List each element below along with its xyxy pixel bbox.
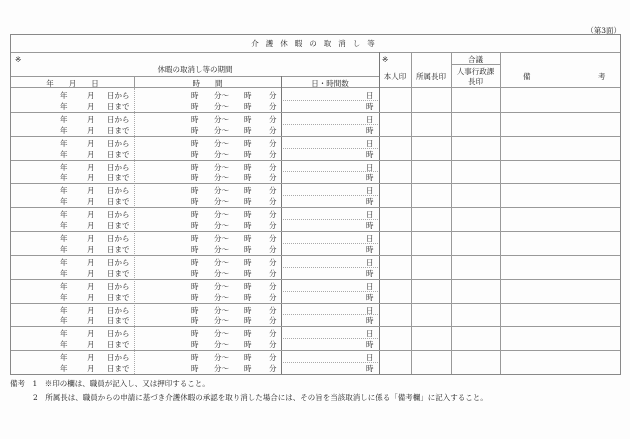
hours-unit: 時 (366, 268, 374, 278)
date-year: 年 (60, 353, 68, 363)
time-minute-end: 分 (269, 268, 277, 278)
date-year: 年 (60, 114, 68, 124)
time-hour-start: 時 (191, 162, 199, 172)
days-hours-separator (283, 243, 378, 244)
date-year: 年 (60, 138, 68, 148)
time-minute-end: 分 (269, 114, 277, 124)
time-hour-start: 時 (191, 197, 199, 207)
date-year: 年 (60, 173, 68, 183)
date-month: 月 (87, 234, 95, 243)
date-day: 日まで (107, 292, 130, 302)
time-hour-end: 時 (244, 353, 252, 363)
time-hour-end: 時 (244, 173, 252, 183)
days-unit: 日 (366, 138, 374, 148)
divider (11, 87, 620, 88)
date-month: 月 (87, 162, 95, 172)
time-hour-end: 時 (244, 268, 252, 278)
hours-unit: 時 (366, 244, 374, 254)
time-hour-start: 時 (191, 138, 199, 148)
time-hour-start: 時 (191, 210, 199, 220)
date-month: 月 (87, 340, 95, 350)
date-month: 月 (87, 91, 95, 100)
days-hours-separator (283, 267, 378, 268)
date-day: 日まで (107, 149, 130, 159)
date-year: 年 (60, 257, 68, 267)
col-hr-seal-header-2: 長印 (468, 77, 483, 86)
col-remarks-header-2: 考 (598, 72, 606, 81)
time-hour-start: 時 (191, 364, 199, 374)
time-minute-start: 分～ (214, 340, 229, 350)
date-year: 年 (60, 340, 68, 350)
time-hour-end: 時 (244, 186, 252, 196)
hours-unit: 時 (366, 149, 374, 159)
hours-unit: 時 (366, 364, 374, 374)
hours-unit: 時 (366, 316, 374, 326)
time-minute-end: 分 (269, 149, 277, 159)
time-minute-end: 分 (269, 364, 277, 374)
days-hours-separator (283, 338, 378, 339)
period-header: 休暇の取消し等の期間 (157, 65, 233, 74)
hours-unit: 時 (366, 125, 374, 135)
row-divider (11, 183, 620, 184)
time-minute-start: 分～ (214, 353, 229, 363)
notes-label: 備考 (10, 379, 25, 388)
time-minute-start: 分～ (214, 125, 229, 135)
days-unit: 日 (366, 210, 374, 220)
time-minute-start: 分～ (214, 197, 229, 207)
date-month: 月 (87, 101, 95, 111)
date-year: 年 (60, 329, 68, 339)
time-hour-end: 時 (244, 316, 252, 326)
col-date-header: 年 月 日 (46, 79, 99, 88)
time-minute-start: 分～ (214, 234, 229, 243)
time-minute-end: 分 (269, 281, 277, 291)
time-minute-end: 分 (269, 353, 277, 363)
hours-unit: 時 (366, 221, 374, 231)
days-unit: 日 (366, 162, 374, 172)
days-unit: 日 (366, 305, 374, 315)
date-year: 年 (60, 316, 68, 326)
days-unit: 日 (366, 257, 374, 267)
row-divider (11, 326, 620, 327)
time-minute-end: 分 (269, 210, 277, 220)
time-hour-start: 時 (191, 281, 199, 291)
col-consult-header: 合議 (468, 55, 483, 64)
date-year: 年 (60, 125, 68, 135)
time-minute-end: 分 (269, 101, 277, 111)
divider (11, 76, 379, 77)
time-minute-end: 分 (269, 221, 277, 231)
date-month: 月 (87, 305, 95, 315)
date-month: 月 (87, 281, 95, 291)
date-day: 日まで (107, 173, 130, 183)
time-minute-start: 分～ (214, 316, 229, 326)
time-hour-start: 時 (191, 340, 199, 350)
days-unit: 日 (366, 114, 374, 124)
time-hour-end: 時 (244, 364, 252, 374)
time-hour-end: 時 (244, 197, 252, 207)
date-day: 日から (107, 305, 130, 315)
days-hours-separator (283, 291, 378, 292)
time-minute-end: 分 (269, 197, 277, 207)
days-unit: 日 (366, 91, 374, 100)
time-minute-end: 分 (269, 234, 277, 243)
hours-unit: 時 (366, 197, 374, 207)
col-time-header: 時 間 (192, 79, 223, 88)
time-minute-end: 分 (269, 173, 277, 183)
divider (281, 76, 282, 374)
self-seal-mark: ※ (382, 55, 389, 64)
days-unit: 日 (366, 353, 374, 363)
note-1: 備考 1 ※印の欄は、職員が記入し、又は押印すること。 (10, 379, 210, 388)
date-day: 日まで (107, 364, 130, 374)
date-day: 日まで (107, 125, 130, 135)
time-minute-start: 分～ (214, 138, 229, 148)
col-self-seal-header: 本人印 (383, 72, 407, 81)
time-hour-end: 時 (244, 257, 252, 267)
time-hour-end: 時 (244, 91, 252, 100)
time-minute-start: 分～ (214, 292, 229, 302)
date-month: 月 (87, 316, 95, 326)
date-month: 月 (87, 138, 95, 148)
time-minute-end: 分 (269, 186, 277, 196)
date-day: 日から (107, 353, 130, 363)
time-minute-start: 分～ (214, 101, 229, 111)
time-hour-start: 時 (191, 234, 199, 243)
date-year: 年 (60, 197, 68, 207)
time-hour-start: 時 (191, 114, 199, 124)
time-minute-start: 分～ (214, 186, 229, 196)
time-hour-start: 時 (191, 221, 199, 231)
hours-unit: 時 (366, 173, 374, 183)
time-hour-end: 時 (244, 125, 252, 135)
time-hour-end: 時 (244, 234, 252, 243)
time-hour-end: 時 (244, 221, 252, 231)
time-hour-start: 時 (191, 329, 199, 339)
date-day: 日まで (107, 340, 130, 350)
date-month: 月 (87, 353, 95, 363)
time-minute-start: 分～ (214, 91, 229, 100)
time-minute-start: 分～ (214, 305, 229, 315)
date-month: 月 (87, 364, 95, 374)
date-month: 月 (87, 197, 95, 207)
row-divider (11, 231, 620, 232)
date-month: 月 (87, 149, 95, 159)
days-unit: 日 (366, 281, 374, 291)
date-month: 月 (87, 186, 95, 196)
row-divider (11, 303, 620, 304)
date-year: 年 (60, 292, 68, 302)
date-month: 月 (87, 114, 95, 124)
date-year: 年 (60, 221, 68, 231)
time-hour-start: 時 (191, 305, 199, 315)
date-day: 日から (107, 114, 130, 124)
days-hours-separator (283, 219, 378, 220)
col-dept-head-seal-header: 所属長印 (416, 72, 446, 81)
row-divider (11, 255, 620, 256)
time-minute-end: 分 (269, 91, 277, 100)
days-hours-separator (283, 148, 378, 149)
time-minute-end: 分 (269, 292, 277, 302)
date-month: 月 (87, 329, 95, 339)
date-month: 月 (87, 292, 95, 302)
date-day: 日から (107, 138, 130, 148)
date-month: 月 (87, 221, 95, 231)
days-unit: 日 (366, 234, 374, 243)
time-minute-start: 分～ (214, 268, 229, 278)
date-month: 月 (87, 244, 95, 254)
divider (11, 52, 620, 53)
form-title: 介護休暇の取消し等 (251, 39, 382, 48)
date-day: 日から (107, 281, 130, 291)
row-divider (11, 279, 620, 280)
time-minute-start: 分～ (214, 364, 229, 374)
leave-cancellation-form (10, 34, 621, 375)
date-year: 年 (60, 234, 68, 243)
time-hour-end: 時 (244, 305, 252, 315)
time-minute-end: 分 (269, 138, 277, 148)
date-day: 日から (107, 186, 130, 196)
time-minute-start: 分～ (214, 281, 229, 291)
time-minute-start: 分～ (214, 257, 229, 267)
days-hours-separator (283, 124, 378, 125)
divider (134, 76, 135, 88)
date-month: 月 (87, 257, 95, 267)
date-year: 年 (60, 305, 68, 315)
hours-unit: 時 (366, 101, 374, 111)
col-days-hours-header: 日・時間数 (311, 79, 349, 88)
date-year: 年 (60, 268, 68, 278)
col-hr-seal-header-1: 人事行政課 (456, 67, 495, 76)
notes-section (10, 377, 488, 405)
time-minute-start: 分～ (214, 114, 229, 124)
time-hour-end: 時 (244, 149, 252, 159)
row-divider (11, 350, 620, 351)
time-minute-start: 分～ (214, 221, 229, 231)
time-hour-start: 時 (191, 316, 199, 326)
time-minute-end: 分 (269, 329, 277, 339)
time-hour-end: 時 (244, 329, 252, 339)
time-minute-end: 分 (269, 257, 277, 267)
date-day: 日まで (107, 244, 130, 254)
row-divider (11, 112, 620, 113)
time-minute-end: 分 (269, 305, 277, 315)
date-year: 年 (60, 281, 68, 291)
time-minute-end: 分 (269, 316, 277, 326)
time-minute-start: 分～ (214, 244, 229, 254)
date-month: 月 (87, 210, 95, 220)
days-hours-separator (283, 314, 378, 315)
date-year: 年 (60, 186, 68, 196)
time-hour-start: 時 (191, 101, 199, 111)
days-hours-separator (283, 195, 378, 196)
row-divider (11, 207, 620, 208)
time-hour-start: 時 (191, 292, 199, 302)
days-unit: 日 (366, 186, 374, 196)
time-minute-end: 分 (269, 244, 277, 254)
time-minute-start: 分～ (214, 149, 229, 159)
date-day: 日まで (107, 316, 130, 326)
date-year: 年 (60, 210, 68, 220)
col-remarks-header-1: 備 (523, 72, 531, 81)
time-hour-start: 時 (191, 125, 199, 135)
time-hour-start: 時 (191, 244, 199, 254)
time-minute-start: 分～ (214, 329, 229, 339)
date-day: 日から (107, 162, 130, 172)
date-year: 年 (60, 244, 68, 254)
time-minute-start: 分～ (214, 210, 229, 220)
time-hour-start: 時 (191, 257, 199, 267)
date-day: 日から (107, 257, 130, 267)
time-hour-end: 時 (244, 340, 252, 350)
time-hour-end: 時 (244, 114, 252, 124)
days-hours-separator (283, 362, 378, 363)
date-month: 月 (87, 268, 95, 278)
date-day: 日まで (107, 197, 130, 207)
date-month: 月 (87, 173, 95, 183)
time-hour-start: 時 (191, 173, 199, 183)
days-hours-separator (283, 100, 378, 101)
days-hours-separator (283, 171, 378, 172)
hours-unit: 時 (366, 292, 374, 302)
date-year: 年 (60, 149, 68, 159)
date-year: 年 (60, 162, 68, 172)
date-year: 年 (60, 91, 68, 100)
date-day: 日まで (107, 101, 130, 111)
date-year: 年 (60, 364, 68, 374)
time-hour-end: 時 (244, 101, 252, 111)
time-hour-start: 時 (191, 268, 199, 278)
row-divider (11, 136, 620, 137)
time-minute-start: 分～ (214, 162, 229, 172)
time-hour-start: 時 (191, 149, 199, 159)
hours-unit: 時 (366, 340, 374, 350)
date-day: 日から (107, 91, 130, 100)
time-minute-start: 分～ (214, 173, 229, 183)
time-minute-end: 分 (269, 340, 277, 350)
date-month: 月 (87, 125, 95, 135)
time-hour-start: 時 (191, 353, 199, 363)
date-year: 年 (60, 101, 68, 111)
date-day: 日まで (107, 268, 130, 278)
time-minute-end: 分 (269, 125, 277, 135)
time-hour-start: 時 (191, 186, 199, 196)
mark-asterisk: ※ (15, 55, 22, 64)
page-number-label: （第3面） (586, 26, 621, 35)
time-hour-end: 時 (244, 162, 252, 172)
time-hour-end: 時 (244, 210, 252, 220)
time-hour-end: 時 (244, 292, 252, 302)
time-minute-end: 分 (269, 162, 277, 172)
note-2: 2 所属長は、職員からの申請に基づき介護休暇の承認を取り消した場合には、その旨を当該取消しに係る「備考欄」に記入すること。 (33, 393, 488, 402)
time-hour-start: 時 (191, 91, 199, 100)
date-day: 日から (107, 329, 130, 339)
row-divider (11, 160, 620, 161)
time-hour-end: 時 (244, 244, 252, 254)
date-day: 日から (107, 234, 130, 243)
date-day: 日まで (107, 221, 130, 231)
divider (451, 64, 500, 65)
time-hour-end: 時 (244, 281, 252, 291)
date-day: 日から (107, 210, 130, 220)
days-unit: 日 (366, 329, 374, 339)
time-hour-end: 時 (244, 138, 252, 148)
